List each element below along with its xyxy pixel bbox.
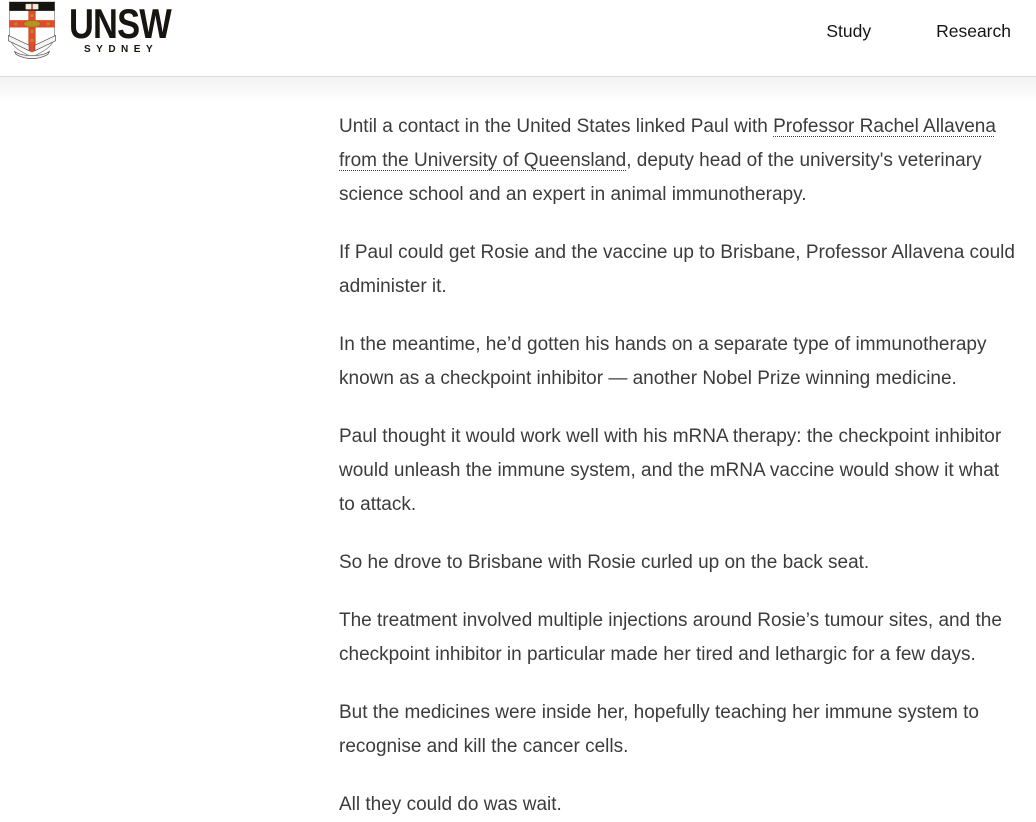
site-header xyxy=(0,0,1036,77)
article-paragraph: But the medicines were inside her, hopefully teaching her immune system to recognise and kill the cancer cells. xyxy=(339,702,979,757)
nav-item-study[interactable]: Study xyxy=(826,20,872,41)
article-paragraph: Paul thought it would work well with his mRNA therapy: the checkpoint inhibitor would unleash the immune system, and the mRNA vaccine would show it what to attack. xyxy=(339,426,1002,515)
article-body xyxy=(339,77,1015,822)
article-paragraph: In the meantime, he’d gotten his hands on a separate type of immunotherapy known as a checkpoint inhibitor — another Nobel Prize winning medicine. xyxy=(339,334,987,389)
article-paragraph: If Paul could get Rosie and the vaccine up to Brisbane, Professor Allavena could administer it. xyxy=(339,242,1015,297)
unsw-crest-icon xyxy=(7,1,57,59)
paragraph-text: , deputy head of the university's veterinary science school and an expert in animal immunotherapy. xyxy=(339,150,982,205)
unsw-wordmark: UNSW xyxy=(69,0,171,47)
rachel-allavena-link[interactable]: Professor Rachel Allavena from the University of Queensland xyxy=(339,116,996,171)
article-paragraph: All they could do was wait. xyxy=(339,794,562,815)
paragraph-text: Until a contact in the United States linked Paul with xyxy=(339,116,774,137)
article-paragraph: So he drove to Brisbane with Rosie curled up on the back seat. xyxy=(339,552,870,573)
primary-nav xyxy=(826,0,1011,62)
article-paragraph xyxy=(339,110,1015,212)
unsw-logo[interactable] xyxy=(7,1,193,59)
unsw-tagline: SYDNEY xyxy=(84,44,159,55)
article-paragraph: The treatment involved multiple injections around Rosie’s tumour sites, and the checkpoint inhibitor in particular made her tired and lethargic for a few days. xyxy=(339,610,1002,665)
nav-item-research[interactable]: Research xyxy=(936,20,1011,41)
logo-text xyxy=(69,1,193,55)
